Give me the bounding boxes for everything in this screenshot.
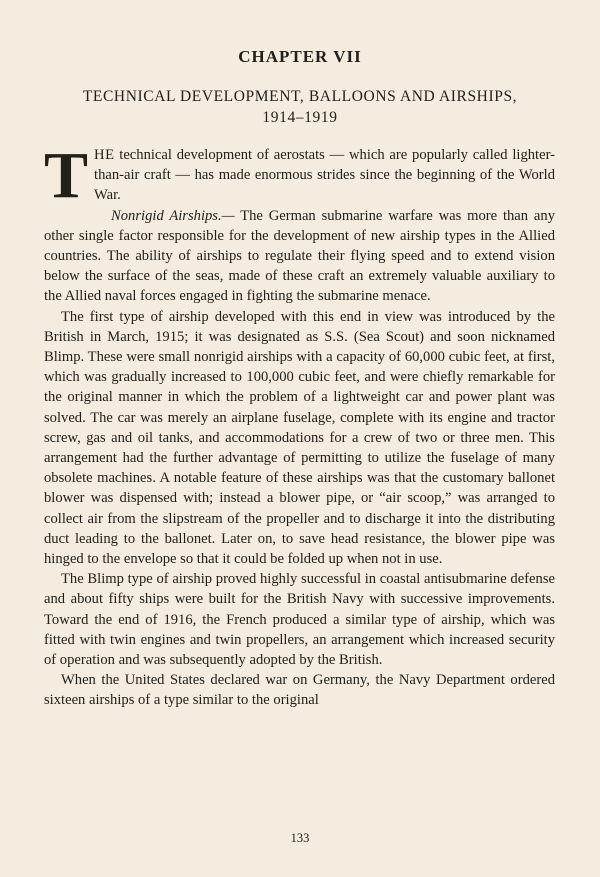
body-text [44, 139, 555, 711]
paragraph-4: The Blimp type of airship proved highly successful in coastal antisubmarine defense and about fifty ships were built for the British Navy with successive improvements. Toward the end of 1916, the French produced a similar type of airship, which was fitted with twin engines and twin propellers, an arrangement which increased security of operation and was subsequently adopted by the British. [44, 571, 555, 669]
paragraph-3: The first type of airship developed with this end in view was introduced by the British in March, 1915; it was designated as S.S. (Sea Scout) and soon nicknamed Blimp. These were small nonrigid airships with a capacity of 60,000 cubic feet, at first, which was gradually increased to 100,000 cubic feet, and were chiefly remarkable for the original manner in which the problem of a lightweight car and power plant was solved. The car was merely an airplane fuselage, complete with its engine and tractor screw, gas and oil tanks, and accommodations for a crew of two or three men. This arrangement had the further advantage of permitting to utilize the fuselage of many obsolete machines. A notable feature of these airships was that the customary ballonet blower was dispensed with; instead a blower pipe, or “air scoop,” was arranged to collect air from the slipstream of the propeller and to discharge it into the distributing duct leading to the ballonet. Later on, to save head resistance, the blower pipe was hinged to the envelope so that it could be folded up when not in use. [44, 308, 555, 568]
chapter-heading: CHAPTER VII [238, 47, 362, 66]
paragraph-1 [44, 139, 555, 212]
paragraph-2 [44, 206, 555, 307]
side-heading: Nonrigid Airships.— [111, 207, 235, 224]
chapter-title: TECHNICAL DEVELOPMENT, BALLOONS AND AIRSHIPS, 1914–1919 [82, 88, 518, 126]
paragraph-1-text: technical development of aerostats — which are popularly called lighter-than-air craft — has made enormous strides since the beginning of the World War. [94, 147, 555, 204]
page-number: 133 [290, 831, 310, 845]
paragraph-2-text: The German submarine warfare was more than any other single factor responsible for the development of new airship types in the Allied countries. The ability of airships to regulate their flying speed and to extend vision below the surface of the seas, made of these craft an extremely valuable auxiliary to the Allied naval forces engaged in fighting the submarine menace. [44, 207, 555, 305]
lead-in-caps: HE [94, 147, 115, 163]
paragraph-5: When the United States declared war on Germany, the Navy Department ordered sixteen airships of a type similar to the original [44, 672, 555, 709]
drop-cap: T [44, 139, 89, 212]
